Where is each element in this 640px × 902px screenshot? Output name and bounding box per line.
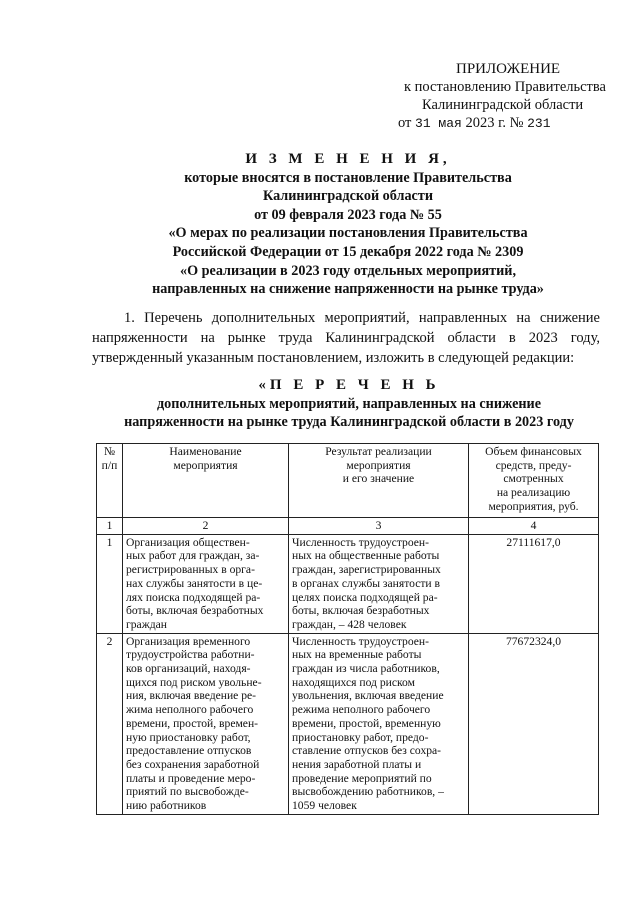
header-text: средств, преду- — [495, 458, 572, 472]
row-amount: 77672324,0 — [469, 633, 599, 814]
cell-text: ния, включая введение ре- — [126, 689, 257, 703]
header-num — [97, 444, 123, 518]
row-name — [123, 534, 289, 633]
heading-line: Калининградской области — [262, 188, 433, 205]
heading-line: которые вносятся в постановление Правительства — [184, 169, 512, 186]
cell-text: граждан — [126, 617, 167, 631]
table-header-row — [97, 444, 599, 518]
header-text: и его значение — [342, 472, 415, 486]
row-amount: 27111617,0 — [469, 534, 599, 633]
header-text: Наименование — [169, 445, 242, 458]
cell-text: проведение мероприятий по — [292, 771, 432, 785]
changes-title: И З М Е Н Е Н И Я, — [245, 151, 451, 167]
cell-text: боты, включая безработных — [126, 604, 264, 618]
cell-text: щихся под риском увольне- — [126, 675, 262, 689]
row-result — [289, 633, 469, 814]
cell-text: высвобождению работников, – — [292, 785, 444, 799]
cell-text: ных на временные работы — [292, 648, 422, 662]
heading-line: Российской Федерации от 15 декабря 2022 года № 2309 — [172, 243, 524, 260]
header-text: мероприятия, руб. — [488, 499, 579, 513]
cell-text: времени, простой, временную — [292, 716, 441, 730]
header-text: Результат реализации — [325, 445, 432, 458]
heading-line: от 09 февраля 2023 года № 55 — [254, 206, 442, 223]
cell-text: находящихся под риском — [292, 675, 415, 689]
appendix-line-3: Калининградской области — [422, 97, 584, 113]
table-row — [97, 534, 599, 633]
table-row — [97, 633, 599, 814]
appendix-date-line — [380, 114, 610, 133]
heading-line: «О мерах по реализации постановления Правительства — [168, 225, 528, 242]
cell-text: граждан, зарегистрированных — [292, 563, 441, 577]
date-handwritten: 31 мая — [415, 116, 462, 131]
cell-text: времени, простой, времен- — [126, 716, 259, 730]
heading-line: направленных на снижение напряженности на рынке труда» — [152, 281, 544, 298]
changes-heading — [88, 150, 608, 299]
cell-text: Организация временного — [126, 634, 251, 648]
row-name — [123, 633, 289, 814]
list-title: «П Е Р Е Ч Е Н Ь — [258, 377, 440, 393]
cell-text: трудоустройства работни- — [126, 648, 255, 662]
cell-text: без сохранения заработной — [126, 757, 260, 771]
cell-text: ных на общественные работы — [292, 549, 440, 563]
cell-text: платы и проведение меро- — [126, 771, 256, 785]
header-text: № — [103, 445, 116, 458]
cell-text: ных работ для граждан, за- — [126, 549, 260, 563]
appendix-title: ПРИЛОЖЕНИЕ — [456, 61, 561, 77]
number-handwritten: 231 — [527, 116, 551, 131]
column-number: 4 — [469, 518, 599, 535]
appendix-block — [380, 60, 610, 133]
cell-text: лях поиска подходящей ра- — [126, 590, 261, 604]
cell-text: нах службы занятости в це- — [126, 576, 263, 590]
heading-line: «О реализации в 2023 году отдельных мероприятий, — [179, 262, 517, 279]
header-text: мероприятия — [346, 458, 411, 472]
appendix-line-2: к постановлению Правительства — [404, 79, 606, 95]
column-number: 1 — [97, 518, 123, 535]
list-heading-line: дополнительных мероприятий, направленных на снижение — [156, 395, 542, 412]
list-heading-line: напряженности на рынке труда Калининградской области в 2023 году — [124, 414, 574, 431]
list-heading — [92, 376, 606, 432]
cell-text: Численность трудоустроен- — [292, 535, 429, 549]
amendment-paragraph: 1. Перечень дополнительных мероприятий, направленных на снижение напряженности на рынке труда Калининградской области в 2023 году, утвержденный указанным постановлением, изложить в следующей редакции: — [92, 310, 600, 366]
cell-text: боты, включая безработных — [292, 604, 430, 618]
cell-text: режима неполного рабочего — [292, 703, 431, 717]
cell-text: предоставление отпусков — [126, 744, 252, 758]
row-num: 1 — [97, 534, 123, 633]
cell-text: нения заработной платы и — [292, 757, 422, 771]
header-name — [123, 444, 289, 518]
cell-text: ную приостановку работ, — [126, 730, 251, 744]
measures-table — [96, 443, 599, 815]
header-text: смотренных — [503, 472, 564, 486]
cell-text: увольнения, включая введение — [292, 689, 444, 703]
cell-text: регистрированных в орга- — [126, 563, 255, 577]
cell-text: приятий по высвобожде- — [126, 785, 249, 799]
cell-text: ставление отпусков без сохра- — [292, 744, 442, 758]
cell-text: 1059 человек — [292, 799, 357, 813]
column-number: 2 — [123, 518, 289, 535]
column-number-row — [97, 518, 599, 535]
row-num: 2 — [97, 633, 123, 814]
cell-text: Численность трудоустроен- — [292, 634, 429, 648]
row-result — [289, 534, 469, 633]
cell-text: в органах службы занятости в — [292, 576, 440, 590]
header-amount — [469, 444, 599, 518]
header-text: п/п — [101, 458, 118, 472]
header-text: на реализацию — [496, 486, 571, 500]
cell-text: ков организаций, находя- — [126, 662, 251, 676]
cell-text: нию работников — [126, 799, 207, 813]
cell-text: жима неполного рабочего — [126, 703, 254, 717]
date-year: 2023 г. № — [465, 115, 524, 131]
cell-text: Организация обществен- — [126, 535, 250, 549]
header-text: мероприятия — [173, 458, 238, 472]
cell-text: целях поиска подходящей ра- — [292, 590, 438, 604]
cell-text: граждан, – 428 человек — [292, 617, 407, 631]
cell-text: граждан из числа работников, — [292, 662, 440, 676]
date-prefix: от — [398, 115, 412, 131]
header-text: Объем финансовых — [485, 445, 582, 458]
header-result — [289, 444, 469, 518]
column-number: 3 — [289, 518, 469, 535]
cell-text: приостановку работ, предо- — [292, 730, 429, 744]
